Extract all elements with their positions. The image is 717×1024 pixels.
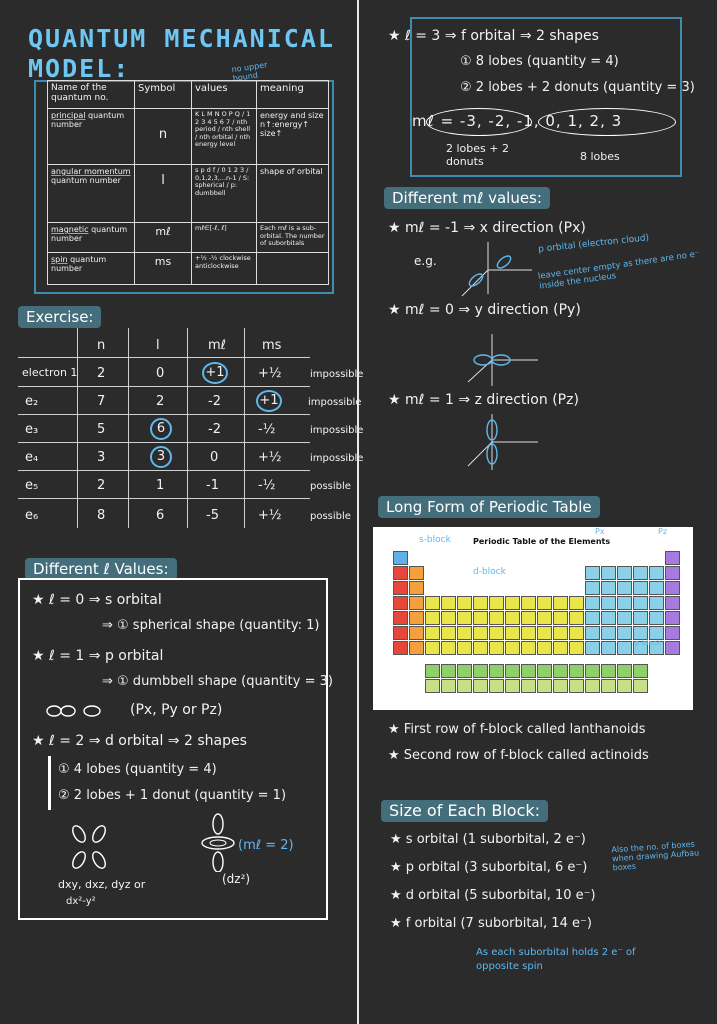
row-label: e₄ <box>25 450 39 465</box>
element-cell <box>425 679 440 693</box>
element-cell <box>537 611 552 625</box>
quantum-table-header <box>48 81 329 109</box>
element-cell <box>457 596 472 610</box>
element-cell <box>569 596 584 610</box>
table-row <box>48 165 329 223</box>
center-empty-note: leave center empty as there are no e⁻ inside the nucleus <box>537 249 701 292</box>
element-cell <box>537 679 552 693</box>
element-cell <box>473 626 488 640</box>
element-cell <box>617 664 632 678</box>
f-note-donuts: 2 lobes + 2 donuts <box>446 142 509 168</box>
row-label: e₂ <box>25 394 39 409</box>
p-size-line: ★ p orbital (3 suborbital, 6 e⁻) <box>390 860 588 875</box>
cell-l: 0 <box>156 366 165 381</box>
periodic-table-title: Periodic Table of the Elements <box>473 537 611 546</box>
pz-label: Pz <box>658 527 668 536</box>
row-symbol: l <box>135 165 192 223</box>
element-cell <box>409 626 424 640</box>
row-result: impossible <box>310 369 364 380</box>
row-values: s p d f / 0 1 2 3 / 0,1,2,3,...n-1 / S: spherical / p: dumbbell <box>192 165 257 223</box>
element-cell <box>585 566 600 580</box>
cell-n: 3 <box>97 450 106 465</box>
row-values: mℓ∈[-ℓ, ℓ] <box>192 223 257 253</box>
px-label: Px <box>595 527 605 536</box>
cell-ms: +½ <box>258 508 282 523</box>
row-meaning: shape of orbital <box>257 165 329 223</box>
element-cell <box>489 596 504 610</box>
element-cell <box>649 626 664 640</box>
row-result: impossible <box>310 425 364 436</box>
d-label-x2y2: dx²-y² <box>66 896 96 907</box>
cell-ms: +1 <box>256 390 282 412</box>
block-size-heading: Size of Each Block: <box>381 800 548 822</box>
element-cell <box>457 679 472 693</box>
element-cell <box>553 611 568 625</box>
row-label: electron 1 <box>22 366 78 379</box>
element-cell <box>617 626 632 640</box>
s-size-line: ★ s orbital (1 suborbital, 2 e⁻) <box>390 832 586 847</box>
element-cell <box>665 626 680 640</box>
ml-minus1-line: ★ mℓ = -1 ⇒ x direction (Px) <box>388 220 586 236</box>
l2-line: ★ ℓ = 2 ⇒ d orbital ⇒ 2 shapes <box>32 733 247 749</box>
l0-line: ★ ℓ = 0 ⇒ s orbital <box>32 592 162 608</box>
element-cell <box>553 679 568 693</box>
element-cell <box>473 611 488 625</box>
s-block-label: s-block <box>419 535 451 545</box>
element-cell <box>569 679 584 693</box>
element-cell <box>585 641 600 655</box>
element-cell <box>409 641 424 655</box>
element-cell <box>553 641 568 655</box>
p-block-label: p-block <box>635 639 661 647</box>
element-cell <box>393 566 408 580</box>
ml-0-line: ★ mℓ = 0 ⇒ y direction (Py) <box>388 302 581 318</box>
periodic-heading: Long Form of Periodic Table <box>378 496 600 518</box>
cell-ml: +1 <box>202 362 228 384</box>
element-cell <box>393 596 408 610</box>
cell-l: 1 <box>156 478 165 493</box>
element-cell <box>601 679 616 693</box>
element-cell <box>409 581 424 595</box>
divider <box>18 386 310 387</box>
divider <box>18 470 310 471</box>
element-cell <box>505 641 520 655</box>
cell-ml: -2 <box>208 422 221 437</box>
element-cell <box>393 581 408 595</box>
divider <box>18 498 310 499</box>
element-cell <box>649 611 664 625</box>
element-cell <box>457 626 472 640</box>
element-cell <box>521 664 536 678</box>
row-label: e₅ <box>25 478 39 493</box>
element-cell <box>521 641 536 655</box>
element-cell <box>601 664 616 678</box>
divider <box>18 442 310 443</box>
cell-n: 7 <box>97 394 106 409</box>
ml-values-heading: Different mℓ values: <box>384 187 550 209</box>
row-symbol: mℓ <box>135 223 192 253</box>
element-cell <box>633 679 648 693</box>
py-axes-diagram <box>458 330 548 394</box>
element-cell <box>585 581 600 595</box>
element-cell <box>601 611 616 625</box>
element-cell <box>665 641 680 655</box>
element-cell <box>633 611 648 625</box>
element-cell <box>441 611 456 625</box>
ml-range <box>412 108 678 138</box>
element-cell <box>601 581 616 595</box>
divider <box>128 328 129 528</box>
element-cell <box>409 611 424 625</box>
cell-n: 2 <box>97 366 106 381</box>
element-cell <box>633 626 648 640</box>
element-cell <box>489 679 504 693</box>
element-cell <box>569 641 584 655</box>
element-cell <box>665 596 680 610</box>
element-cell <box>665 566 680 580</box>
cell-ms: +½ <box>258 366 282 381</box>
header-symbol: Symbol <box>135 81 192 109</box>
element-cell <box>649 581 664 595</box>
element-cell <box>633 596 648 610</box>
l-values-heading: Different ℓ Values: <box>25 558 177 580</box>
exercise-header-ml: mℓ <box>208 338 227 353</box>
f-shape-1: ① 8 lobes (quantity = 4) <box>460 54 619 69</box>
element-cell <box>617 679 632 693</box>
element-cell <box>601 626 616 640</box>
element-cell <box>505 664 520 678</box>
p-orbital-note: p orbital (electron cloud) <box>537 233 650 255</box>
title-line-2: MODEL: <box>28 54 131 83</box>
table-row <box>48 223 329 253</box>
element-cell <box>601 596 616 610</box>
cell-n: 5 <box>97 422 106 437</box>
ml-1-line: ★ mℓ = 1 ⇒ z direction (Pz) <box>388 392 579 408</box>
element-cell <box>537 641 552 655</box>
px-axes-diagram <box>452 234 542 308</box>
element-cell <box>585 596 600 610</box>
cell-l: 3 <box>150 446 172 468</box>
dz2-orbital-icon <box>198 812 238 876</box>
element-cell <box>569 611 584 625</box>
element-cell <box>537 664 552 678</box>
element-cell <box>585 679 600 693</box>
pz-axes-diagram <box>458 410 548 478</box>
row-name-underlined: angular momentum <box>51 167 131 176</box>
row-name-underlined: magnetic <box>51 225 89 234</box>
element-cell <box>441 679 456 693</box>
page-divider <box>357 0 359 1024</box>
d-label-list: dxy, dxz, dyz or <box>58 878 146 891</box>
element-cell <box>457 641 472 655</box>
element-cell <box>633 581 648 595</box>
cell-ms: -½ <box>258 422 276 437</box>
element-cell <box>617 596 632 610</box>
cell-l: 6 <box>150 418 172 440</box>
element-cell <box>473 596 488 610</box>
row-name: quantum number <box>51 255 107 273</box>
element-cell <box>505 611 520 625</box>
element-cell <box>617 581 632 595</box>
element-cell <box>521 611 536 625</box>
f-size-line: ★ f orbital (7 suborbital, 14 e⁻) <box>390 916 592 931</box>
exercise-heading: Exercise: <box>18 306 101 328</box>
spin-note: As each suborbital holds 2 e⁻ of opposite spin <box>476 947 636 972</box>
boxes-note: Also the no. of boxes when drawing Aufbau boxes <box>611 839 700 873</box>
element-cell <box>617 611 632 625</box>
l1-shape: ⇒ ① dumbbell shape (quantity = 3) <box>102 674 333 689</box>
element-cell <box>665 581 680 595</box>
element-cell <box>633 664 648 678</box>
element-cell <box>473 664 488 678</box>
element-cell <box>473 679 488 693</box>
row-meaning <box>257 253 329 285</box>
p-directions: (Px, Py or Pz) <box>130 702 223 718</box>
d-shape-1: ① 4 lobes (quantity = 4) <box>58 762 217 777</box>
l1-line: ★ ℓ = 1 ⇒ p orbital <box>32 648 164 664</box>
element-cell <box>409 596 424 610</box>
ml-2-label: (mℓ = 2) <box>238 838 294 853</box>
element-cell <box>441 641 456 655</box>
cell-ml: 0 <box>210 450 219 465</box>
element-cell <box>601 641 616 655</box>
element-cell <box>425 664 440 678</box>
dumbbell-icon <box>44 703 104 722</box>
element-cell <box>505 626 520 640</box>
row-meaning: energy and size n↑:energy↑ size↑ <box>257 109 329 165</box>
cell-ms: +½ <box>258 450 282 465</box>
divider <box>77 328 78 528</box>
element-cell <box>601 566 616 580</box>
element-cell <box>537 626 552 640</box>
element-cell <box>521 596 536 610</box>
table-row <box>48 253 329 285</box>
quantum-number-table <box>47 80 329 285</box>
d-shape-2: ② 2 lobes + 1 donut (quantity = 1) <box>58 788 287 803</box>
element-cell <box>425 626 440 640</box>
element-cell <box>521 679 536 693</box>
exercise-header-l: l <box>156 338 160 353</box>
element-cell <box>617 566 632 580</box>
header-values: values <box>192 81 257 109</box>
row-result: impossible <box>310 453 364 464</box>
cell-ml: -2 <box>208 394 221 409</box>
row-result: possible <box>310 511 351 522</box>
element-cell <box>393 611 408 625</box>
cell-l: 6 <box>156 508 165 523</box>
element-cell <box>569 626 584 640</box>
title-line-1: QUANTUM MECHANICAL <box>28 24 335 53</box>
cell-n: 2 <box>97 478 106 493</box>
table-row <box>48 109 329 165</box>
divider <box>244 328 245 528</box>
element-cell <box>649 566 664 580</box>
bracket <box>48 756 51 810</box>
element-cell <box>457 611 472 625</box>
element-cell <box>521 626 536 640</box>
cell-ml: -1 <box>206 478 219 493</box>
element-cell <box>441 626 456 640</box>
divider <box>18 357 310 358</box>
ml-positive-circle <box>538 108 676 136</box>
f-note-lobes: 8 lobes <box>580 150 620 163</box>
row-label: e₆ <box>25 508 39 523</box>
element-cell <box>553 664 568 678</box>
f-line: ★ ℓ = 3 ⇒ f orbital ⇒ 2 shapes <box>388 28 599 44</box>
divider <box>187 328 188 528</box>
upper-bound-note: no upper bound <box>231 60 268 84</box>
element-cell <box>425 611 440 625</box>
element-cell <box>505 679 520 693</box>
eg-label: e.g. <box>414 254 437 268</box>
cell-ml: -5 <box>206 508 219 523</box>
dz2-label: (dz²) <box>222 872 251 886</box>
row-result: possible <box>310 481 351 492</box>
row-values: K L M N O P Q / 1 2 3 4 5 6 7 / nth period / nth shell / nth orbital / nth energy level <box>192 109 257 165</box>
element-cell <box>489 626 504 640</box>
actinoids-note: ★ Second row of f-block called actinoids <box>388 748 649 763</box>
element-cell <box>393 641 408 655</box>
element-cell <box>665 611 680 625</box>
element-cell <box>457 664 472 678</box>
element-cell <box>553 626 568 640</box>
element-cell <box>393 551 408 565</box>
element-cell <box>633 566 648 580</box>
d-four-lobe-icon <box>64 822 114 876</box>
ml-negative-circle <box>426 108 532 136</box>
row-meaning: Each mℓ is a sub-orbital. The number of suborbitals <box>257 223 329 253</box>
d-block-label: d-block <box>473 567 506 577</box>
element-cell <box>425 596 440 610</box>
element-cell <box>649 596 664 610</box>
element-cell <box>473 641 488 655</box>
row-result: impossible <box>308 397 362 408</box>
row-name: quantum number <box>51 111 125 129</box>
element-cell <box>585 626 600 640</box>
row-symbol: ms <box>135 253 192 285</box>
element-cell <box>585 664 600 678</box>
cell-n: 8 <box>97 508 106 523</box>
row-name: quantum number <box>51 176 121 185</box>
lanthanoids-note: ★ First row of f-block called lanthanoids <box>388 722 646 737</box>
element-cell <box>425 641 440 655</box>
element-cell <box>585 611 600 625</box>
element-cell <box>537 596 552 610</box>
element-cell <box>617 641 632 655</box>
row-name-underlined: spin <box>51 255 68 264</box>
element-cell <box>441 596 456 610</box>
row-values: +½ -½ clockwise anticlockwise <box>192 253 257 285</box>
element-cell <box>505 596 520 610</box>
element-cell <box>553 596 568 610</box>
exercise-header-n: n <box>97 338 106 353</box>
header-meaning: meaning <box>257 81 329 109</box>
l0-shape: ⇒ ① spherical shape (quantity: 1) <box>102 618 320 633</box>
ml-range-text: mℓ = -3, -2, -1, 0, 1, 2, 3 <box>412 112 623 130</box>
element-cell <box>393 626 408 640</box>
row-label: e₃ <box>25 422 39 437</box>
row-name: quantum number <box>51 225 128 243</box>
d-size-line: ★ d orbital (5 suborbital, 10 e⁻) <box>390 888 596 903</box>
exercise-header-ms: ms <box>262 338 282 353</box>
element-cell <box>489 641 504 655</box>
element-cell <box>441 664 456 678</box>
element-cell <box>489 611 504 625</box>
divider <box>18 414 310 415</box>
row-symbol: n <box>135 109 192 165</box>
element-cell <box>489 664 504 678</box>
cell-ms: -½ <box>258 478 276 493</box>
header-name: Name of the quantum no. <box>48 81 135 109</box>
periodic-table-image <box>373 527 693 710</box>
element-cell <box>409 566 424 580</box>
f-shape-2: ② 2 lobes + 2 donuts (quantity = 3) <box>460 80 695 95</box>
element-cell <box>569 664 584 678</box>
cell-l: 2 <box>156 394 165 409</box>
row-name-underlined: principal <box>51 111 86 120</box>
element-cell <box>665 551 680 565</box>
